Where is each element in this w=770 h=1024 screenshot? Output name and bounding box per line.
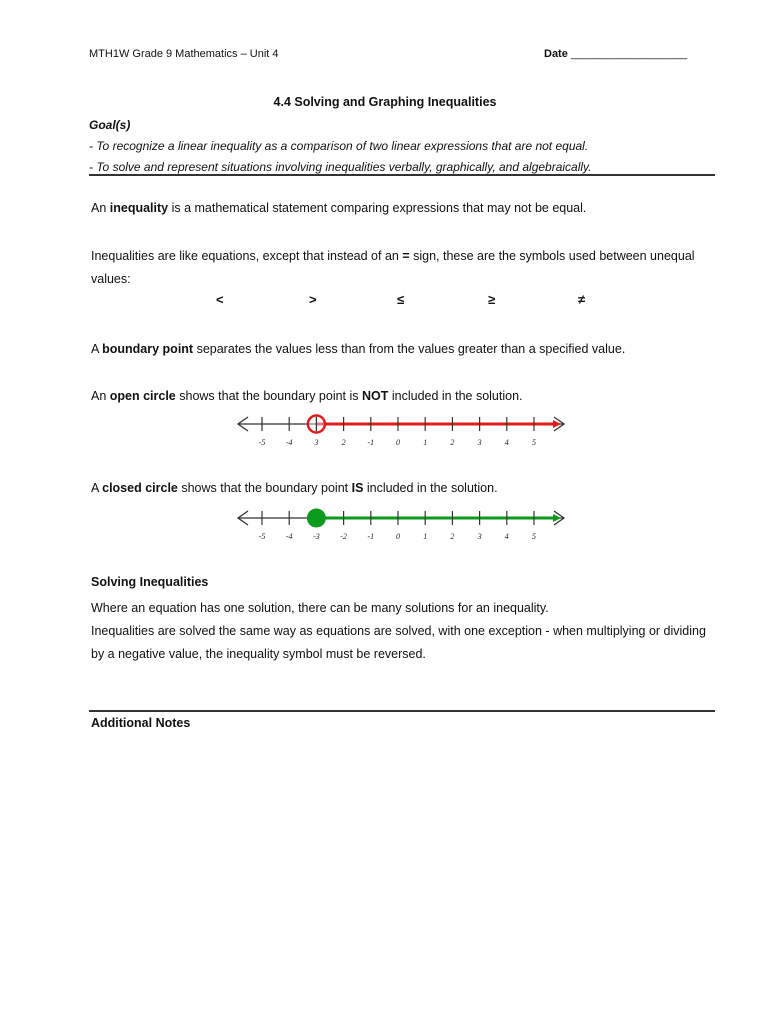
tick-label: -2 — [340, 532, 347, 541]
goal-item: - To recognize a linear inequality as a comparison of two linear expressions that are not equal. — [89, 139, 589, 153]
tick-label: 3 — [314, 438, 319, 447]
boundary-point-definition — [91, 338, 716, 361]
symbol-less-equal: ≤ — [397, 292, 405, 307]
open-circle-number-line — [232, 412, 572, 448]
tick-label: 2 — [450, 532, 455, 541]
term-boundary-point: boundary point — [102, 342, 194, 356]
tick-label: 1 — [423, 532, 428, 541]
tick-label: -1 — [367, 438, 375, 447]
text-segment: shows that the boundary point is — [175, 389, 362, 403]
course-title: MTH1W Grade 9 Mathematics – Unit 4 — [89, 48, 279, 60]
closed-circle-definition — [91, 477, 716, 500]
tick-label: 5 — [532, 438, 536, 447]
solving-line-2: Inequalities are solved the same way as equations are solved, with one exception - when multiplying or dividing by a negative value, the inequality symbol must be reversed. — [91, 624, 706, 661]
emphasis-is: IS — [351, 481, 364, 495]
goals-heading: Goal(s) — [89, 118, 131, 132]
closed-circle-marker — [307, 509, 326, 528]
page-header — [89, 48, 690, 64]
tick-label: 0 — [396, 532, 400, 541]
lesson-title: 4.4 Solving and Graphing Inequalities — [273, 95, 497, 109]
symbol-greater-than: > — [309, 292, 317, 307]
goals-section — [89, 115, 719, 178]
text-segment: shows that the boundary point — [177, 481, 352, 495]
term-inequality: inequality — [109, 201, 169, 215]
symbol-less-than: < — [216, 292, 224, 307]
emphasis-not: NOT — [362, 389, 389, 403]
open-circle-definition — [91, 385, 716, 408]
term-open-circle: open circle — [109, 389, 176, 403]
tick-label: 5 — [532, 532, 536, 541]
additional-notes-heading: Additional Notes — [91, 716, 191, 730]
tick-label: 4 — [504, 438, 509, 447]
goal-item: - To solve and represent situations involving inequalities verbally, graphically, and algebraically. — [89, 160, 592, 174]
tick-label: -4 — [285, 438, 293, 447]
text-segment: is a mathematical statement comparing expressions that may not be equal. — [168, 201, 587, 215]
date-line: ___________________ — [570, 48, 688, 60]
tick-label: 3 — [477, 532, 482, 541]
symbol-not-equal: ≠ — [578, 292, 586, 307]
term-closed-circle: closed circle — [102, 481, 178, 495]
tick-label: -5 — [258, 438, 266, 447]
text-segment: included in the solution. — [363, 481, 498, 495]
text-segment: Inequalities are like equations, except that instead of an — [91, 249, 403, 263]
text-segment: separates the values less than from the values greater than a specified value. — [193, 342, 626, 356]
tick-label: -3 — [313, 532, 320, 541]
solving-line-1: Where an equation has one solution, there can be many solutions for an inequality. — [91, 601, 549, 615]
inequality-symbols — [0, 292, 770, 310]
tick-label: 0 — [396, 438, 400, 447]
tick-label: -4 — [285, 532, 293, 541]
tick-label: 2 — [450, 438, 455, 447]
tick-label: 4 — [504, 532, 509, 541]
text-segment: included in the solution. — [388, 389, 523, 403]
solving-heading: Solving Inequalities — [91, 575, 209, 589]
tick-label: -1 — [367, 532, 375, 541]
text-segment: An — [91, 389, 110, 403]
section-divider — [89, 710, 715, 712]
text-segment: sign, these are the symbols used between unequal values: — [91, 249, 695, 286]
symbol-greater-equal: ≥ — [488, 292, 496, 307]
symbols-intro — [91, 245, 716, 291]
text-segment: A — [91, 342, 103, 356]
text-segment: An — [91, 201, 110, 215]
tick-label: 2 — [341, 438, 346, 447]
tick-label: 1 — [423, 438, 428, 447]
date-field — [544, 48, 687, 60]
tick-label: -5 — [258, 532, 266, 541]
date-label: Date — [544, 48, 568, 60]
tick-label: 3 — [477, 438, 482, 447]
inequality-definition — [91, 197, 716, 220]
equals-sign: = — [402, 249, 410, 263]
section-divider — [89, 174, 715, 176]
text-segment: A — [91, 481, 103, 495]
closed-circle-number-line — [232, 506, 572, 542]
